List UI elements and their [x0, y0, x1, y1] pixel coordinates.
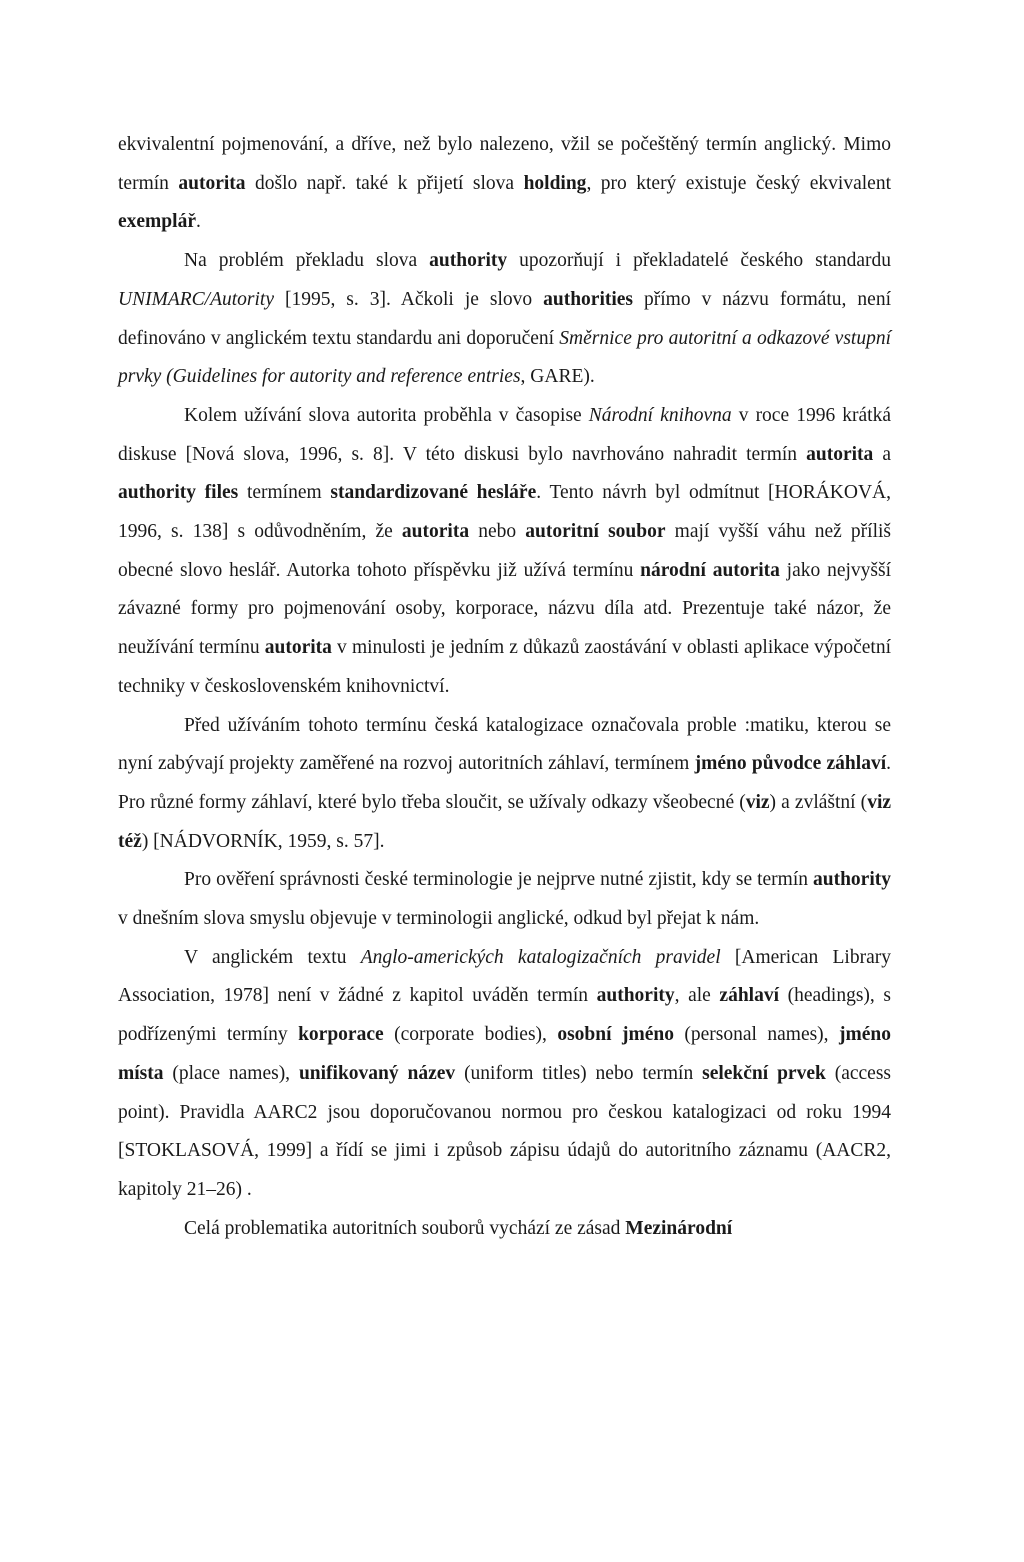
- bold-term: záhlaví: [719, 985, 780, 1007]
- text-run: (place names),: [163, 1062, 299, 1084]
- text-run: (headings), s podřízenými termíny: [118, 985, 891, 1046]
- bold-term: exemplář: [118, 211, 196, 233]
- bold-term: korporace: [298, 1024, 384, 1046]
- bold-term: národní autorita: [640, 559, 780, 581]
- text-run: upozorňují i překladatelé českého standardu: [507, 250, 891, 272]
- document-page: [118, 126, 891, 1248]
- text-run: a: [873, 443, 891, 465]
- bold-term: viz: [745, 791, 770, 813]
- text-run: (uniform titles) nebo termín: [455, 1062, 703, 1084]
- text-run: Na problém překladu slova: [184, 250, 430, 272]
- bold-term: autoritní soubor: [525, 521, 666, 543]
- bold-term: holding: [523, 172, 587, 194]
- text-run: v dnešním slova smyslu objevuje v terminologii anglické, odkud byl přejat k nám.: [118, 908, 760, 930]
- text-run: , pro který existuje český ekvivalent: [586, 172, 891, 194]
- text-run: došlo např. také k přijetí slova: [245, 172, 524, 194]
- italic-title: UNIMARC/Autority: [118, 288, 274, 310]
- paragraph-3: [118, 397, 891, 707]
- text-run: přímo v názvu formátu, není definováno v anglickém textu standardu ani doporučení: [118, 288, 891, 349]
- paragraph-7: [118, 1210, 891, 1249]
- italic-title: Anglo-amerických katalogizačních pravidel: [360, 946, 721, 968]
- bold-term: standardizované hesláře: [330, 482, 537, 504]
- text-run: [1995, s. 3]. Ačkoli je slovo: [273, 288, 544, 310]
- bold-term: authority files: [118, 482, 239, 504]
- paragraph-2: [118, 242, 891, 397]
- text-run: Kolem užívání slova autorita proběhla v časopise: [184, 404, 589, 426]
- bold-term: autorita: [264, 637, 332, 659]
- bold-term: selekční prvek: [702, 1062, 826, 1084]
- text-run: Pro ověření správnosti české terminologie je nejprve nutné zjistit, kdy se termín: [184, 869, 813, 891]
- bold-term: authority: [429, 250, 508, 272]
- bold-term: autorita: [178, 172, 246, 194]
- italic-title: Směrnice pro autoritní a odkazové vstupní prvky (Guidelines for autority and reference entries: [118, 327, 891, 388]
- text-run: .: [195, 211, 201, 233]
- bold-term: authority: [813, 869, 891, 891]
- paragraph-5: [118, 861, 891, 938]
- text-run: Celá problematika autoritních souborů vychází ze zásad: [184, 1217, 626, 1239]
- text-run: mají vyšší váhu než příliš obecné slovo heslář. Autorka tohoto příspěvku již užívá termínu: [118, 521, 892, 581]
- text-run: . Pro různé formy záhlaví, které bylo třeba sloučit, se užívaly odkazy všeobecné (: [118, 753, 891, 813]
- text-run: v roce 1996 krátká diskuse [Nová slova, 1996, s. 8]. V této diskusi bylo navrhováno nahradit termín: [118, 404, 892, 465]
- text-run: ekvivalentní pojmenování, a dříve, než bylo nalezeno, vžil se počeštěný termín anglický. Mimo termín: [118, 134, 891, 194]
- text-run: (access point). Pravidla AARC2 jsou doporučovanou normou pro českou katalogizaci od roku 1994 [STOKLASOVÁ, 1999] a řídí se jimi i způsob zápisu údajů do autoritního záznamu (AACR2, kapitoly 21–26) .: [118, 1062, 891, 1200]
- text-run: , GARE).: [520, 366, 595, 388]
- italic-title: Národní knihovna: [588, 404, 732, 426]
- paragraph-6: [118, 939, 891, 1210]
- bold-term: viz též: [118, 791, 892, 852]
- text-run: termínem: [238, 482, 331, 504]
- text-run: nebo: [469, 521, 526, 543]
- text-run: (personal names),: [673, 1024, 839, 1046]
- bold-term: autorita: [401, 521, 470, 543]
- text-run: . Tento návrh byl odmítnut [HORÁKOVÁ, 1996, s. 138] s odůvodněním, že: [118, 482, 891, 543]
- bold-term: Mezinárodní: [625, 1217, 733, 1239]
- paragraph-4: [118, 707, 891, 862]
- bold-term: osobní jméno: [557, 1024, 674, 1046]
- paragraph-1: [118, 126, 891, 242]
- bold-term: autorita: [806, 443, 874, 465]
- bold-term: authorities: [543, 288, 634, 310]
- bold-term: jméno původce záhlaví: [694, 753, 887, 775]
- text-run: (corporate bodies),: [383, 1024, 558, 1046]
- bold-term: authority: [596, 985, 675, 1007]
- text-run: V anglickém textu: [184, 946, 361, 968]
- text-run: jako nejvyšší závazné formy pro pojmenování osoby, korporace, názvu díla atd. Prezentuje také názor, že neužívání termínu: [118, 559, 891, 659]
- bold-term: jméno místa: [118, 1024, 891, 1084]
- bold-term: unifikovaný název: [298, 1062, 456, 1084]
- text-run: [American Library Association, 1978] není v žádné z kapitol uváděn termín: [118, 946, 891, 1007]
- text-run: , ale: [674, 985, 720, 1007]
- text-run: v minulosti je jedním z důkazů zaostávání v oblasti aplikace výpočetní techniky v československém knihovnictví.: [118, 637, 892, 697]
- text-run: ) a zvláštní (: [769, 791, 868, 813]
- text-run: Před užíváním tohoto termínu česká katalogizace označovala proble :matiku, kterou se nyní zabývají projekty zaměřené na rozvoj autoritních záhlaví, termínem: [118, 714, 891, 775]
- text-run: ) [NÁDVORNÍK, 1959, s. 57].: [141, 830, 385, 852]
